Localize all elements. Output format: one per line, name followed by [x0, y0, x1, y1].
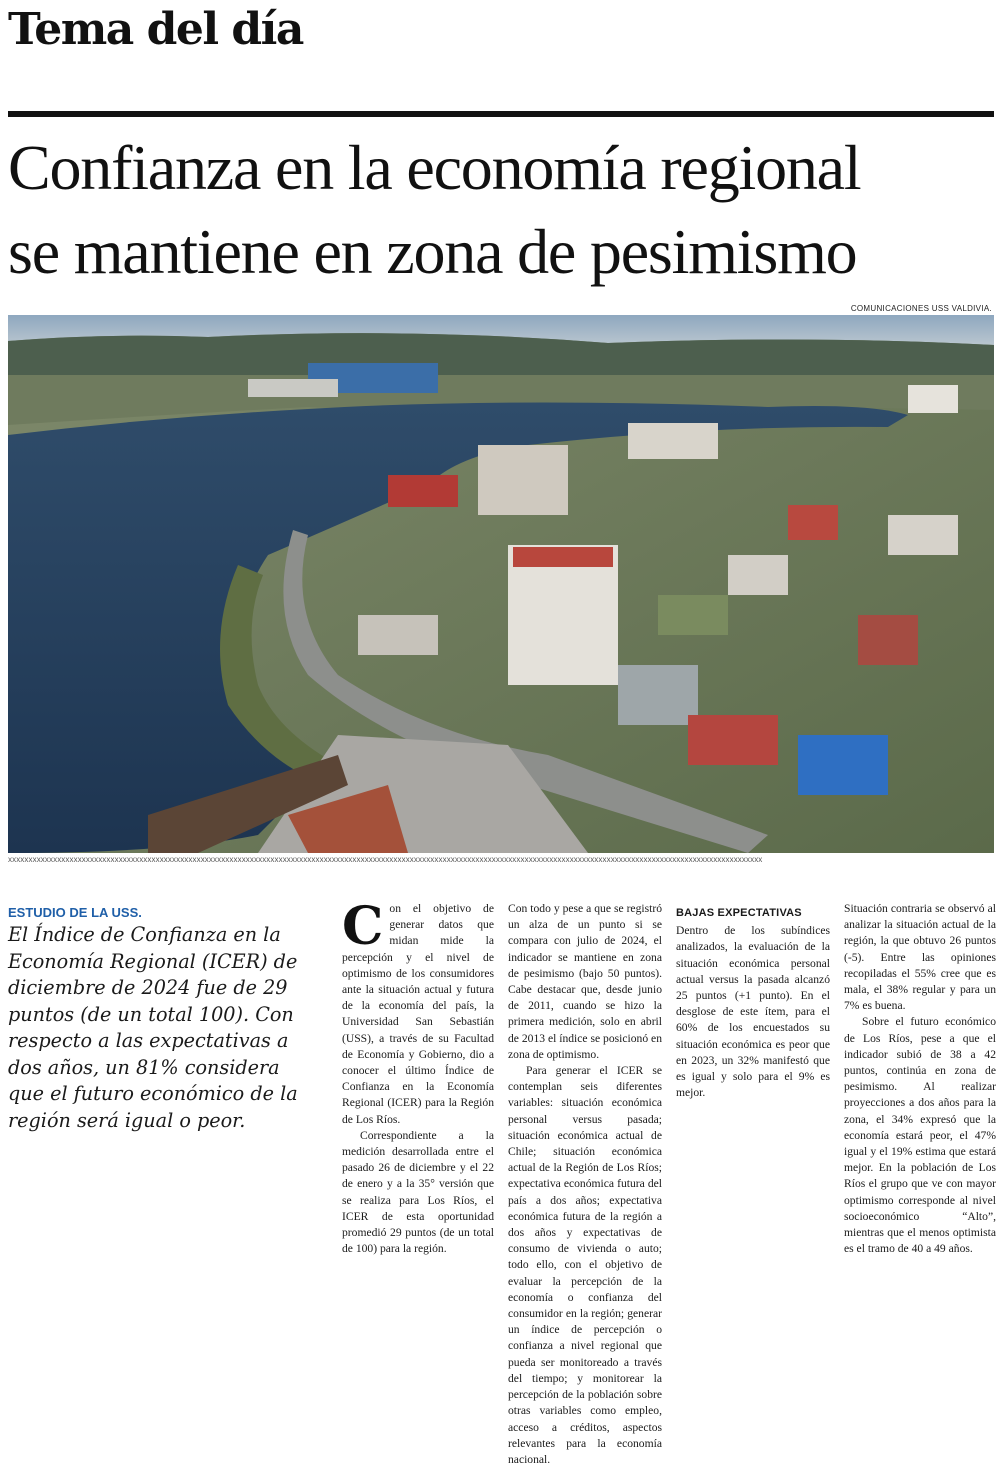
- drop-cap: C: [342, 896, 384, 957]
- lead-summary: El Índice de Confianza en la Economía Regional (ICER) de diciembre de 2024 fue de 29 puntos (de un total 100). Con respecto a las expectativas a dos años, un 81% considera que el futuro económico de la región será igual o peor.: [8, 923, 298, 1132]
- article-paragraph: Situación contraria se observó al analizar la situación actual de la región, la que obtuvo 26 puntos (-5). Entre las opiniones recopiladas el 55% cree que es mala, el 38% regular y para un 7% es buena.: [844, 902, 996, 1013]
- kicker: ESTUDIO DE LA USS.: [8, 905, 142, 920]
- article-column-4: [844, 901, 996, 1257]
- headline: [8, 126, 998, 294]
- article-paragraph: Sobre el futuro económico de Los Ríos, pese a que el indicador subió de 38 a 42 puntos, continúa en zona de pesimismo. Al realizar proyecciones a dos años para la zona, el 34% expresó que la economía estará peor, el 47% igual y el 19% estima que estará mejor. En la población de Los Ríos el grupo que ve con mayor optimismo corresponde al nivel socioeconómico “Alto”, mientras que el menos optimista es el tramo de 40 a 49 años.: [844, 1015, 996, 1256]
- article-column-2: [508, 901, 662, 1468]
- headline-line-1: Confianza en la economía regional: [8, 132, 861, 203]
- section-title: Tema del día: [8, 4, 303, 55]
- paragraph-text: on el objetivo de generar datos que midan mide la percepción y el nivel de optimismo de los consumidores ante la situación actual y futura de la economía del país, la Universidad San Sebastián (USS), a través de su Facultad de Economía y Gobierno, dio a conocer el último Índice de Confianza en la Economía Regional (ICER) para la Región de Los Ríos.: [342, 902, 494, 1126]
- section-divider: [8, 111, 994, 117]
- photo-credit: COMUNICACIONES USS VALDIVIA.: [850, 304, 992, 313]
- article-paragraph: Dentro de los subíndices analizados, la evaluación de la situación económica personal actual versus la pasada alcanzó 25 puntos (+1 punto). En el desglose de este ítem, para el 60% de los encuestados su situación económica es peor que en 2023, un 32% manifestó que es igual y solo para el 9% es mejor.: [676, 924, 830, 1100]
- article-column-1: [342, 896, 494, 1257]
- headline-line-2: se mantiene en zona de pesimismo: [8, 216, 857, 287]
- separator-line: xxxxxxxxxxxxxxxxxxxxxxxxxxxxxxxxxxxxxxxxxxxxxxxxxxxxxxxxxxxxxxxxxxxxxxxxxxxxxxxxxxxxxxxxxxxxxxxxxxxxxxxxxxxxxxxxxxxxxxxxxxxxxxxxxxxxxxxxxxxxxxxxxxxxxxxxxxxxxxxxxxxxxxxxxxxxxxxxxxxxxxxx: [8, 855, 763, 864]
- subhead: BAJAS EXPECTATIVAS: [676, 907, 802, 919]
- article-paragraph: Para generar el ICER se contemplan seis diferentes variables: situación económica personal versus pasada; situación económica actual de Chile; situación económica actual de la Región de Los Ríos; expectativa económica futura del país a dos años; expectativa económica futura de la región a dos años y expectativas de consumo de vivienda o auto; todo ello, con el objetivo de evaluar la percepción de la economía o confianza del consumidor en la región; generar un índice de percepción o confianza a nivel regional que pueda ser monitoreado a través del tiempo; y monitorear la percepción de la población sobre otras variables como empleo, acceso a créditos, aspectos relevantes para la economía nacional.: [508, 1064, 662, 1466]
- article-paragraph: [342, 896, 494, 1128]
- aerial-city-photo: [8, 315, 994, 853]
- article-column-3: [676, 901, 830, 1101]
- article-paragraph: Con todo y pese a que se registró un alza de un punto si se compara con julio de 2024, el indicador se mantiene en zona de pesimismo (bajo 50 puntos). Cabe destacar que, desde junio de 2011, cuando se hizo la primera medición, solo en abril de 2013 el índice se posicionó en zona de optimismo.: [508, 902, 662, 1061]
- article-paragraph: Correspondiente a la medición desarrollada entre el pasado 26 de diciembre y el 22 de enero y a la 35° versión que se realiza para Los Ríos, el ICER de esta oportunidad promedió 29 puntos (de un total de 100) para la región.: [342, 1128, 494, 1256]
